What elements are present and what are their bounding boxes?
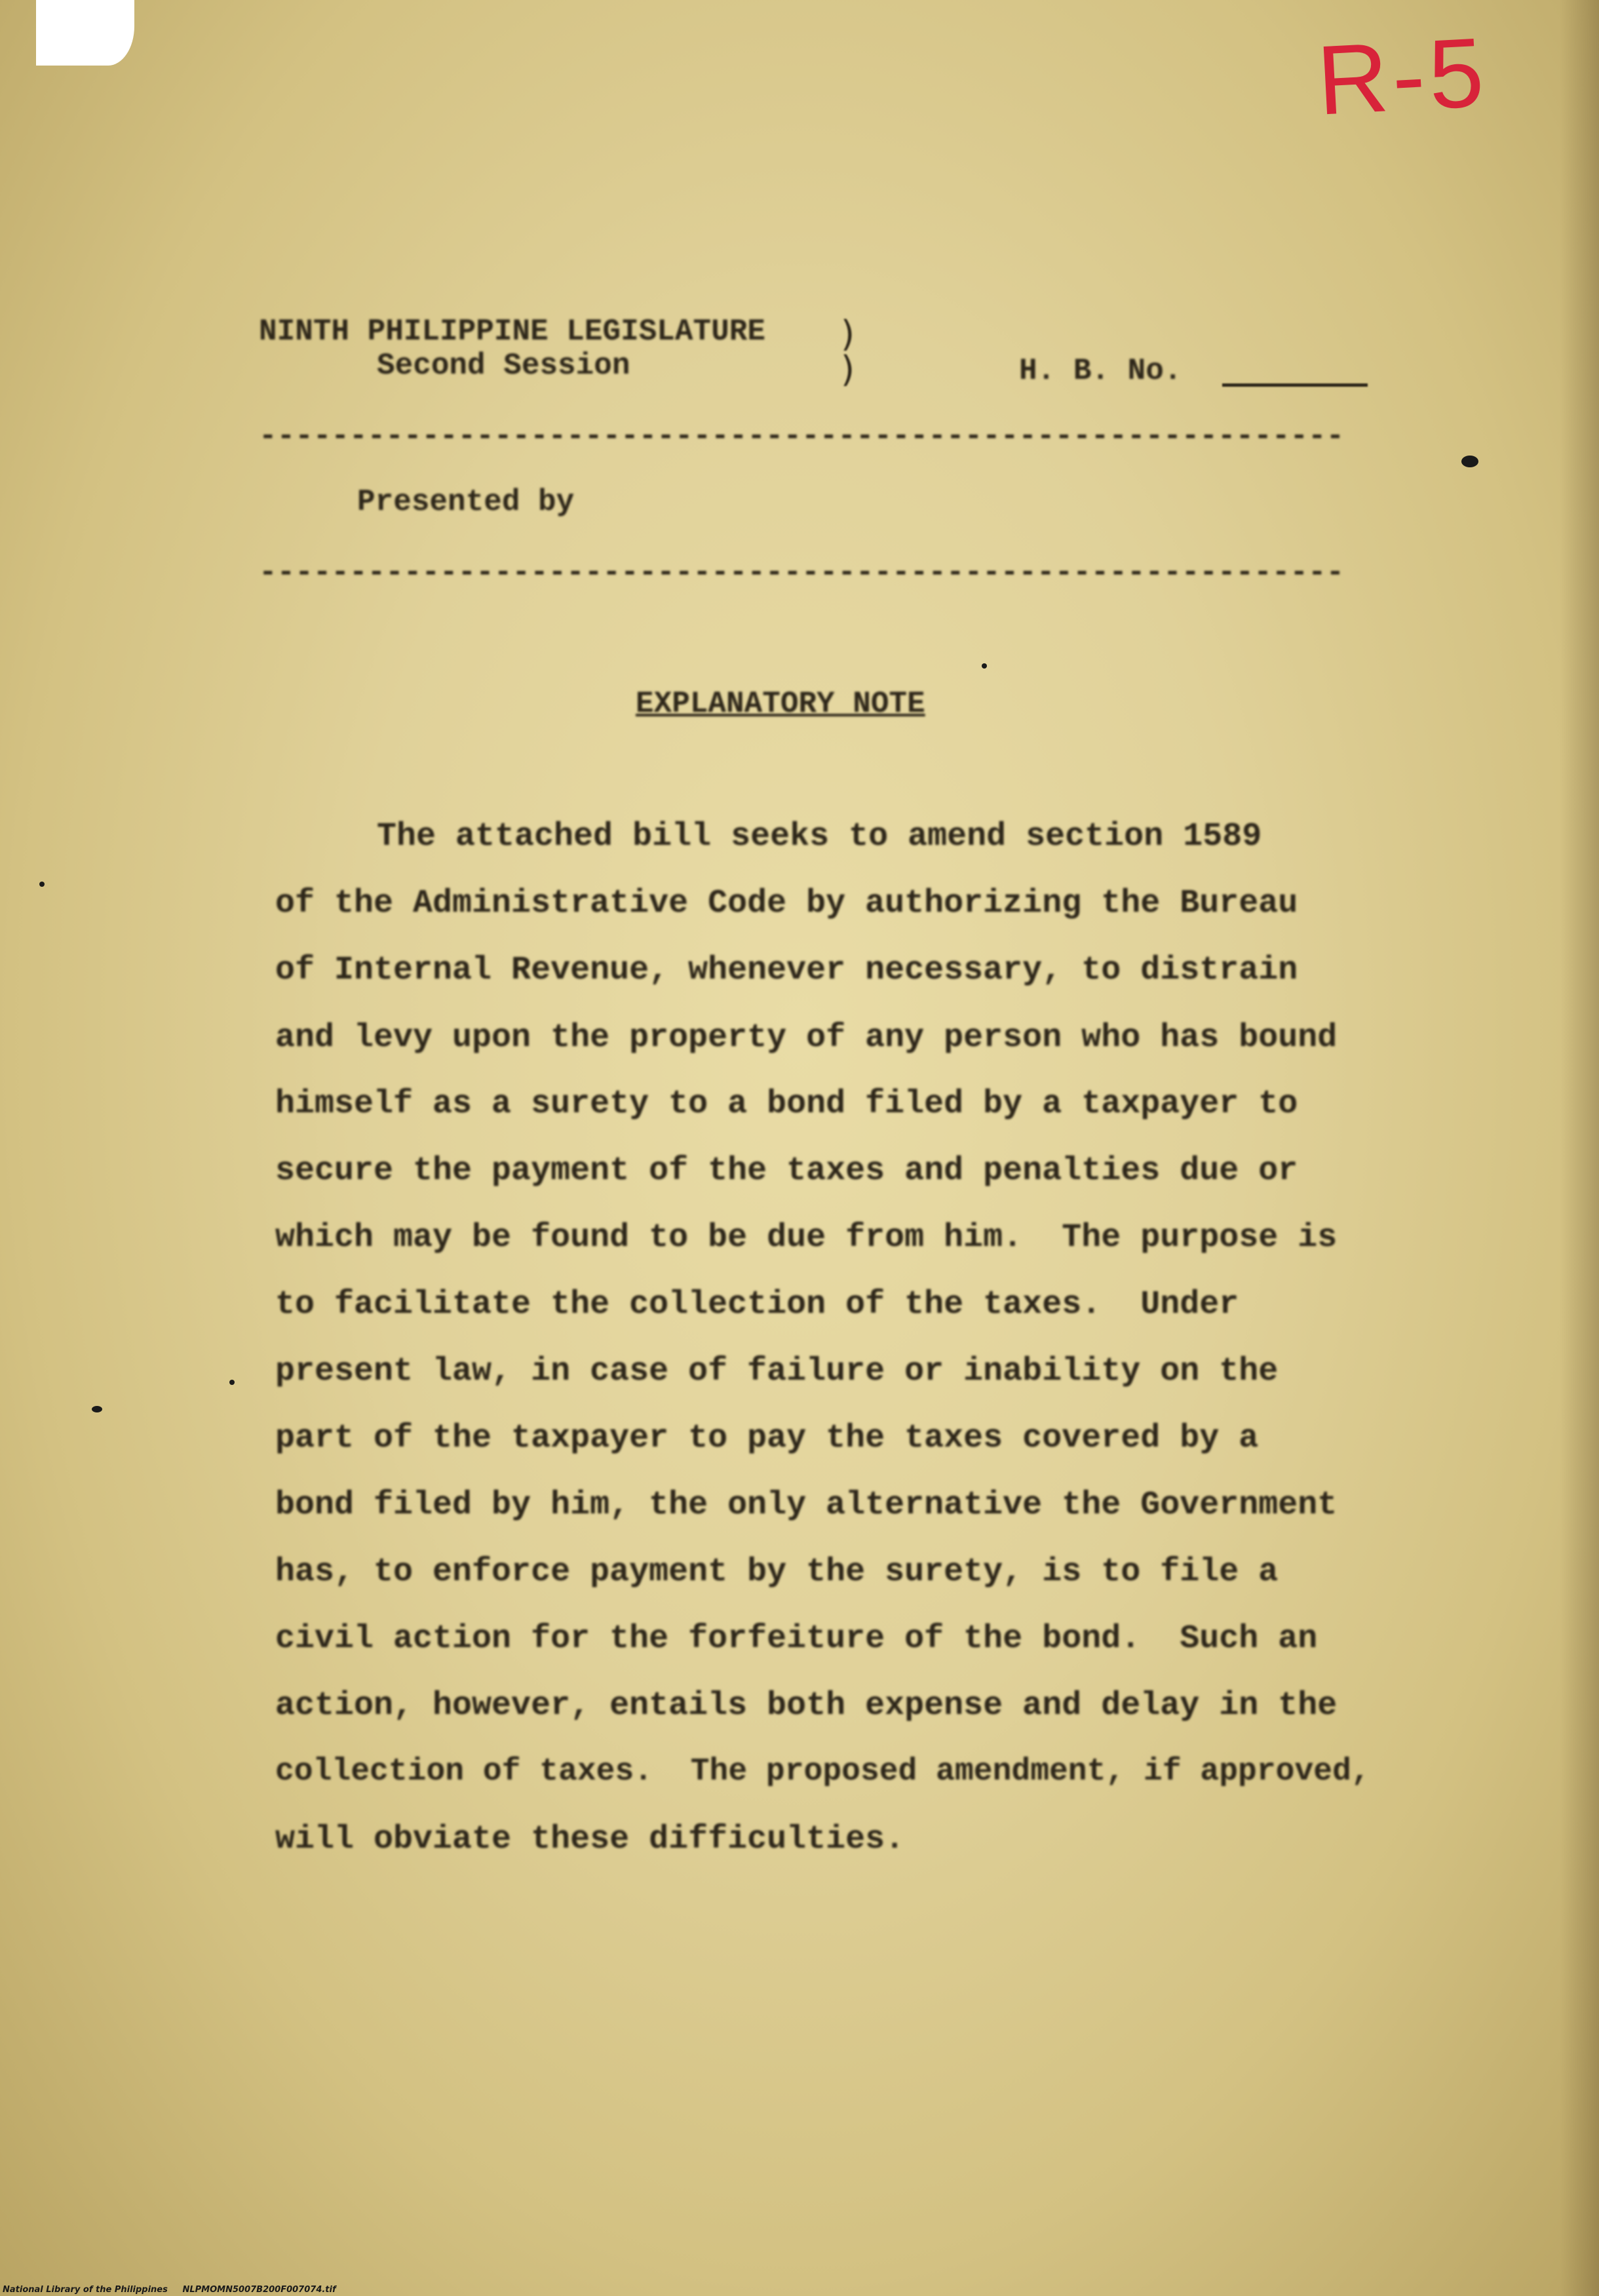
- paper-speck: [982, 663, 987, 669]
- body-line: bond filed by him, the only alternative the Government: [275, 1487, 1338, 1524]
- paper-speck: [1461, 456, 1478, 467]
- page-edge-shadow: [1560, 0, 1599, 2296]
- body-line: present law, in case of failure or inability on the: [275, 1353, 1279, 1390]
- header-bracket: ): [841, 313, 855, 355]
- body-line: secure the payment of the taxes and penalties due or: [275, 1152, 1298, 1190]
- body-line: of the Administrative Code by authorizing the Bureau: [275, 885, 1298, 922]
- note-title: EXPLANATORY NOTE: [636, 687, 925, 721]
- body-line: The attached bill seeks to amend section 1589: [377, 818, 1262, 855]
- body-line: part of the taxpayer to pay the taxes covered by a: [275, 1420, 1259, 1457]
- body-line: of Internal Revenue, whenever necessary, to distrain: [275, 952, 1298, 989]
- torn-corner: [36, 0, 134, 66]
- body-line: will obviate these difficulties.: [275, 1821, 905, 1858]
- body-line: and levy upon the property of any person who has bound: [275, 1019, 1338, 1057]
- body-line: himself as a surety to a bond filed by a taxpayer to: [275, 1085, 1298, 1123]
- paper-speck: [92, 1406, 102, 1412]
- hb-number-label: H. B. No.: [1019, 354, 1182, 388]
- dashed-rule: ------------------------------------------------------------: [259, 419, 1345, 454]
- body-line: has, to enforce payment by the surety, is to file a: [275, 1553, 1279, 1591]
- legislature-heading: NINTH PHILIPPINE LEGISLATURE: [259, 315, 765, 349]
- hb-number-blank: [1222, 383, 1368, 387]
- presented-by-label: Presented by: [357, 485, 575, 519]
- stamp-mark: R-5: [1314, 16, 1490, 136]
- body-line: action, however, entails both expense and delay in the: [275, 1687, 1338, 1724]
- body-line: collection of taxes. The proposed amendment, if approved,: [275, 1754, 1370, 1789]
- session-heading: Second Session: [377, 349, 630, 383]
- paper-speck: [229, 1380, 235, 1385]
- dashed-rule: ------------------------------------------------------------: [259, 556, 1345, 590]
- header-bracket: ): [841, 349, 855, 390]
- body-line: which may be found to be due from him. The purpose is: [275, 1219, 1338, 1256]
- paper-speck: [39, 882, 45, 887]
- archive-footer: National Library of the Philippines NLPMOMN5007B200F007074.tif: [3, 2285, 336, 2295]
- body-line: civil action for the forfeiture of the bond. Such an: [275, 1620, 1318, 1658]
- body-line: to facilitate the collection of the taxes. Under: [275, 1286, 1239, 1323]
